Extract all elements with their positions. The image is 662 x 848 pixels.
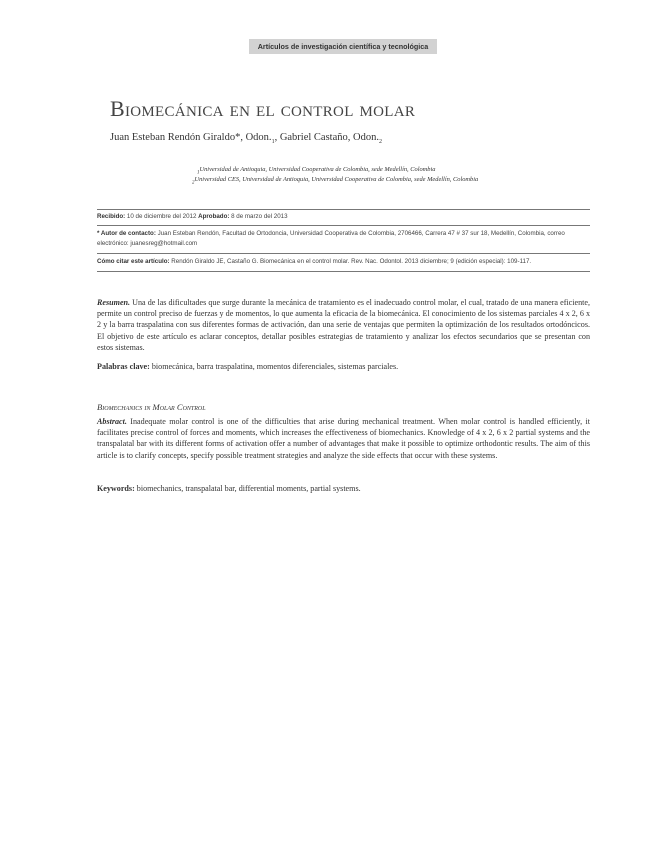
article-title: Biomecánica en el control molar [110, 96, 416, 121]
resumen-label: Resumen. [97, 298, 131, 307]
cite-value: Rendón Giraldo JE, Castaño G. Biomecánica en el control molar. Rev. Nac. Odontol. 2013 diciembre; 9 (edición especial): 109-117. [169, 258, 532, 265]
palabras-clave-line [97, 362, 590, 371]
affiliation-1-num: 1 [197, 170, 200, 176]
english-title: Biomechanics in Molar Control [97, 402, 206, 412]
affiliation-1-text: Universidad de Antioquia, Universidad Cooperativa de Colombia, sede Medellín, Colombia [199, 166, 436, 173]
keywords-value: biomechanics, transpalatal bar, differential moments, partial systems. [134, 484, 361, 493]
abstract-text: Inadequate molar control is one of the difficulties that arise during mechanical treatment. When molar control is handled efficiently, it facilitates precise control of forces and moments, which increases the effectiveness of biomechanics. Knowledge of 4 x 2, 6 x 2 partial systems and the transpalatal bar with its different forms of activation offer a number of advantages that make it possible to optimize orthodontic results. The aim of this article is to clarify concepts, specify possible treatment strategies and analyze the side effects that occur with these systems. [97, 417, 590, 460]
divider [97, 271, 590, 272]
abstract-label: Abstract. [97, 417, 127, 426]
cite-label: Cómo citar este artículo: [97, 258, 170, 265]
author-2: Gabriel Castaño, Odon. [279, 132, 379, 143]
keywords-label: Keywords: [97, 484, 135, 493]
author-1-affil-num: 1 [271, 139, 275, 146]
abstract-paragraph [97, 416, 590, 461]
approved-label: Aprobado: [198, 213, 230, 220]
author-line [110, 132, 382, 145]
resumen-paragraph [97, 297, 590, 353]
author-separator: , [274, 132, 280, 143]
affiliation-1 [197, 166, 435, 175]
divider [97, 209, 590, 210]
received-label: Recibido: [97, 213, 126, 220]
divider [97, 225, 590, 226]
approved-value: 8 de marzo del 2013 [229, 213, 288, 220]
author-1: Juan Esteban Rendón Giraldo*, Odon. [110, 132, 272, 143]
divider [97, 253, 590, 254]
section-tag: Artículos de investigación científica y tecnológica [249, 39, 437, 54]
affiliation-2-num: 2 [192, 180, 195, 186]
citation-line [97, 257, 590, 267]
keywords-line [97, 484, 590, 493]
contact-block [97, 229, 590, 249]
palabras-clave-label: Palabras clave: [97, 362, 150, 371]
author-2-affil-num: 2 [378, 139, 382, 146]
received-value: 10 de diciembre del 2012 [125, 213, 199, 220]
contact-label: * Autor de contacto: [97, 230, 156, 237]
resumen-text: Una de las dificultades que surge durante la mecánica de tratamiento es el inadecuado control molar, el cual, tratado de una manera eficiente, permite un control preciso de fuerzas y de momentos, lo que aumenta la eficacia de la biomecánica. El conocimiento de los sistemas parciales 4 x 2, 6 x 2 y la barra traspalatina con sus diferentes formas de activación, dan una serie de ventajas que permiten la optimización de los resultados ortodóncicos. El objetivo de este artículo es aclarar conceptos, detallar posibles estrategias de tratamiento y analizar los efectos secundarios que se presentan con estos sistemas. [97, 298, 590, 352]
palabras-clave-value: biomecánica, barra traspalatina, momentos diferenciales, sistemas parciales. [149, 362, 399, 371]
affiliation-2-text: Universidad CES, Universidad de Antioquia, Universidad Cooperativa de Colombia, sede Medellín, Colombia [194, 176, 479, 183]
contact-value: Juan Esteban Rendón, Facultad de Ortodoncia, Universidad Cooperativa de Colombia, 2706466, Carrera 47 # 37 sur 18, Medellín, Colombia, correo electrónico: juanesreg@hotmail.com [97, 230, 565, 247]
affiliation-2 [192, 176, 478, 185]
dates-line [97, 212, 590, 222]
